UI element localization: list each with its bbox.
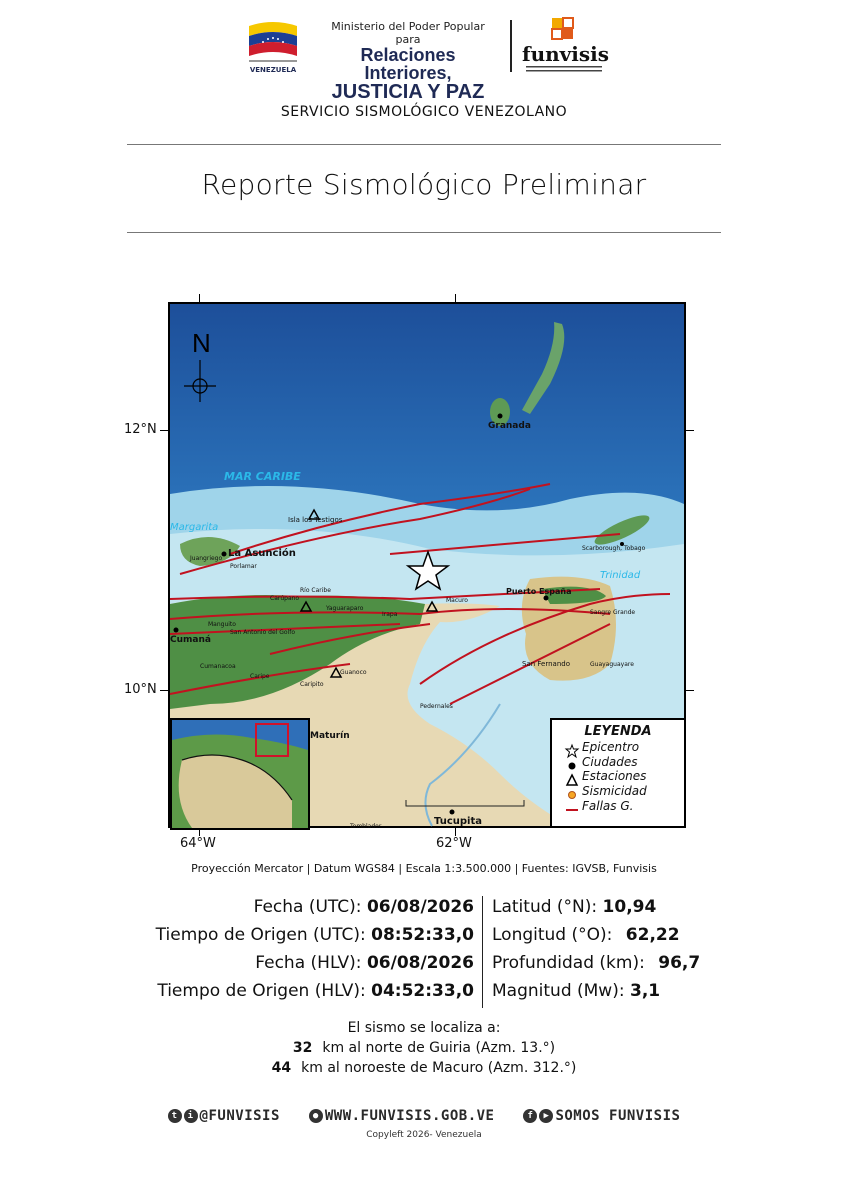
instagram-icon: i <box>184 1109 198 1123</box>
info-label: Tiempo de Origen (UTC): <box>155 925 366 945</box>
place-label: Río Caribe <box>300 587 331 594</box>
info-fecha-utc <box>0 894 474 921</box>
map-legend <box>550 718 686 828</box>
info-magnitud <box>492 978 792 1005</box>
ministerio-logo <box>318 20 498 103</box>
legend-station-icon <box>566 771 578 783</box>
tick-mark <box>160 690 168 691</box>
info-label: Fecha (HLV): <box>255 953 362 973</box>
funvisis-label: funvisis <box>522 42 610 66</box>
place-label: Cumaná <box>170 635 211 645</box>
info-tiempo-hlv <box>0 978 474 1005</box>
map-caption: Proyección Mercator | Datum WGS84 | Escala 1:3.500.000 | Fuentes: IGVSB, Funvisis <box>191 862 657 875</box>
legend-fault-icon <box>566 801 578 813</box>
place-label: San Antonio del Golfo <box>230 629 296 636</box>
place-label: Pedernales <box>420 703 453 710</box>
place-label: Sangre Grande <box>590 609 636 616</box>
info-value: 62,22 <box>625 925 680 945</box>
ministerio-line3: JUSTICIA Y PAZ <box>331 81 485 103</box>
legend-item: Estaciones <box>582 769 647 783</box>
info-value: 06/08/2026 <box>366 953 474 973</box>
place-label: Trinidad <box>600 570 641 581</box>
place-label: Temblador <box>350 823 382 830</box>
info-divider <box>482 896 483 1008</box>
place-label: Granada <box>488 421 531 431</box>
place-label: Tucupita <box>434 816 483 827</box>
tick-mark <box>686 430 694 431</box>
location-text: km al norte de Guiria (Azm. 13.°) <box>322 1040 556 1056</box>
place-label: Guanoco <box>340 669 367 676</box>
legend-epicenter-icon <box>566 742 578 754</box>
globe-icon: ● <box>309 1109 323 1123</box>
divider-top <box>127 144 721 145</box>
footer-website-url: WWW.FUNVISIS.GOB.VE <box>324 1108 495 1124</box>
place-label: Caripito <box>300 681 324 688</box>
location-km: 44 <box>271 1060 292 1076</box>
twitter-icon: t <box>168 1109 182 1123</box>
info-label: Tiempo de Origen (HLV): <box>157 981 366 1001</box>
tick-mark <box>160 430 168 431</box>
place-label: Scarborough, Tobago <box>582 545 646 552</box>
location-text: km al noroeste de Macuro (Azm. 312.°) <box>301 1060 577 1076</box>
tick-mark <box>686 690 694 691</box>
info-tiempo-utc <box>0 922 474 949</box>
info-label: Longitud (°O): <box>492 925 613 945</box>
venezuela-label: VENEZUELA <box>249 66 297 74</box>
divider-bottom <box>127 232 721 233</box>
info-value: 06/08/2026 <box>366 897 474 917</box>
seismic-map <box>168 302 686 828</box>
venezuela-logo <box>243 18 303 76</box>
place-label: Puerto España <box>506 587 572 596</box>
legend-item: Sismicidad <box>582 784 647 798</box>
footer-website[interactable] <box>309 1108 504 1124</box>
info-label: Latitud (°N): <box>492 897 598 917</box>
info-longitud <box>492 922 792 949</box>
place-label: Macuro <box>446 597 468 604</box>
north-label: N <box>192 328 211 358</box>
footer-social-handle: @FUNVISIS <box>199 1108 280 1124</box>
info-value: 3,1 <box>629 981 661 1001</box>
info-value: 10,94 <box>602 897 657 917</box>
legend-item: Epicentro <box>582 740 640 754</box>
lat-tick-10: 10°N <box>124 682 157 697</box>
info-fecha-hlv <box>0 950 474 977</box>
place-label: La Asunción <box>228 548 296 559</box>
legend-item: Ciudades <box>582 755 638 769</box>
funvisis-logo <box>522 16 610 76</box>
footer-social-1[interactable] <box>168 1108 289 1124</box>
place-label: Juangriego <box>190 555 223 562</box>
place-label: Maturín <box>310 731 350 741</box>
lat-tick-12: 12°N <box>124 422 157 437</box>
place-label: Cumanacoa <box>200 663 236 670</box>
tick-mark <box>455 294 456 302</box>
inset-map <box>170 718 310 830</box>
place-label: Caripe <box>250 673 270 680</box>
footer-social-name: SOMOS FUNVISIS <box>555 1108 681 1124</box>
location-intro: El sismo se localiza a: <box>347 1020 501 1036</box>
place-label: Yaguaraparo <box>326 605 364 612</box>
info-value: 96,7 <box>658 953 701 973</box>
lon-tick-64: 64°W <box>180 836 216 851</box>
ministerio-line2: Relaciones Interiores, <box>360 45 456 83</box>
facebook-icon: f <box>523 1109 537 1123</box>
copyleft: Copyleft 2026- Venezuela <box>366 1130 482 1140</box>
place-label: Irapa <box>382 611 398 618</box>
place-label: Carúpano <box>270 595 300 602</box>
place-label: Isla los Testigos <box>288 516 343 524</box>
report-title: Reporte Sismológico Preliminar <box>201 168 647 201</box>
footer <box>0 1108 848 1124</box>
inset-svg <box>172 720 308 828</box>
info-value: 08:52:33,0 <box>371 925 474 945</box>
place-label: Manguito <box>208 621 236 628</box>
sea-label: MAR CARIBE <box>224 470 301 483</box>
footer-social-2[interactable] <box>523 1108 680 1124</box>
legend-seismicity-icon <box>566 786 578 798</box>
place-label: Margarita <box>170 522 219 533</box>
youtube-icon: ▶ <box>539 1109 553 1123</box>
info-profundidad <box>492 950 792 977</box>
info-latitud <box>492 894 792 921</box>
place-label: San Fernando <box>522 660 570 668</box>
ministerio-line1: Ministerio del Poder Popular para <box>331 20 485 46</box>
place-label: Porlamar <box>230 563 257 570</box>
info-label: Fecha (UTC): <box>253 897 362 917</box>
location-line <box>0 1040 848 1056</box>
legend-item: Fallas G. <box>582 799 634 813</box>
info-label: Magnitud (Mw): <box>492 981 625 1001</box>
tick-mark <box>199 294 200 302</box>
logo-separator <box>510 20 512 72</box>
location-km: 32 <box>292 1040 313 1056</box>
legend-title: LEYENDA <box>584 724 652 739</box>
info-value: 04:52:33,0 <box>371 981 474 1001</box>
info-label: Profundidad (km): <box>492 953 645 973</box>
service-title: SERVICIO SISMOLÓGICO VENEZOLANO <box>280 104 568 120</box>
place-label: Guayaguayare <box>590 661 634 668</box>
location-line <box>0 1060 848 1076</box>
lon-tick-62: 62°W <box>436 836 472 851</box>
legend-city-icon <box>566 757 578 769</box>
